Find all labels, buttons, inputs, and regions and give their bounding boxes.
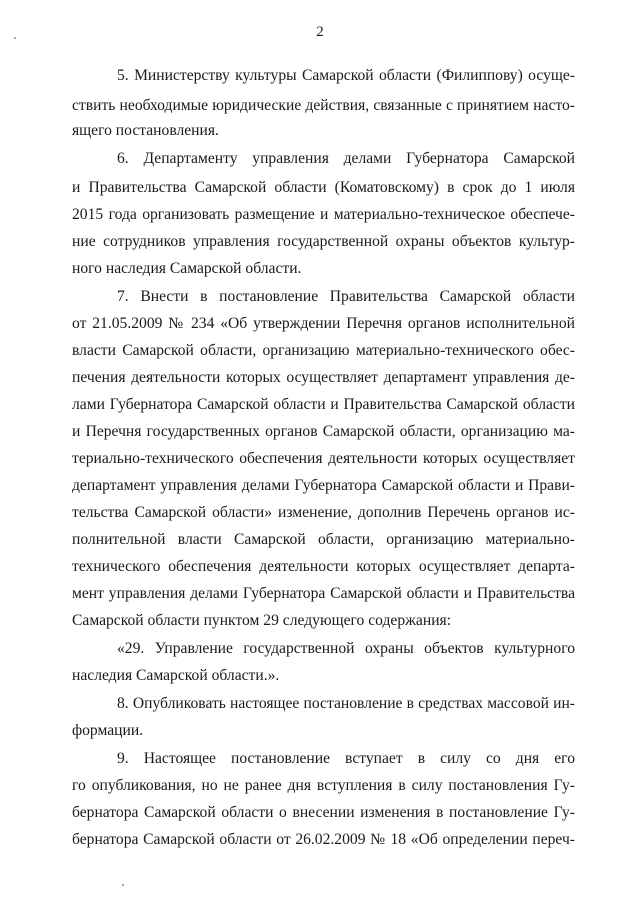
paragraph-7-line: департамент управления делами Губернатора Самарской области и Прави- — [72, 477, 575, 494]
paragraph-7-line: териально-технического обеспечения деятельности которых осуществляет — [72, 450, 575, 467]
paragraph-9-line: 9. Настоящее постановление вступает в силу со дня его — [117, 750, 575, 767]
quoted-item-29-line: наследия Самарской области.». — [72, 667, 280, 684]
paragraph-5-line: 5. Министерству культуры Самарской области (Филиппову) осуще- — [117, 67, 575, 84]
paragraph-9-line: бернатора Самарской области от 26.02.2009 № 18 «Об определении переч- — [72, 831, 575, 848]
paragraph-6-line: 2015 года организовать размещение и материально-техническое обеспече- — [72, 206, 575, 223]
paragraph-7-line: мент управления делами Губернатора Самарской области и Правительства — [72, 585, 575, 602]
paragraph-5-line: ствить необходимые юридические действия, связанные с принятием насто- — [72, 97, 575, 114]
paragraph-7-line: власти Самарской области, организацию материально-технического обес- — [72, 342, 575, 359]
scan-speck — [122, 884, 124, 886]
paragraph-6-line: ного наследия Самарской области. — [72, 260, 302, 277]
paragraph-7-line: 7. Внести в постановление Правительства Самарской области — [117, 288, 575, 305]
paragraph-6-line: и Правительства Самарской области (Коматовскому) в срок до 1 июля — [72, 179, 575, 196]
paragraph-8-line: формации. — [72, 722, 144, 739]
page-number: 2 — [316, 24, 324, 40]
paragraph-6-line: ние сотрудников управления государственной охраны объектов культур- — [72, 233, 575, 250]
paragraph-9-line: бернатора Самарской области о внесении изменения в постановление Гу- — [72, 804, 575, 821]
paragraph-7-line: технического обеспечения деятельности которых осуществляет департа- — [72, 558, 575, 575]
paragraph-5-line: ящего постановления. — [72, 122, 219, 139]
scan-speck — [14, 37, 16, 39]
quoted-item-29-line: «29. Управление государственной охраны объектов культурного — [117, 640, 575, 657]
paragraph-7-line: печения деятельности которых осуществляет департамент управления де- — [72, 369, 575, 386]
paragraph-9-line: го опубликования, но не ранее дня вступления в силу постановления Гу- — [72, 777, 575, 794]
paragraph-7-line: и Перечня государственных органов Самарской области, организацию ма- — [72, 423, 575, 440]
paragraph-6-line: 6. Департаменту управления делами Губернатора Самарской — [117, 150, 575, 167]
paragraph-7-line: полнительной власти Самарской области, организацию материально- — [72, 531, 575, 548]
paragraph-8-line: 8. Опубликовать настоящее постановление в средствах массовой ин- — [117, 695, 575, 712]
paragraph-7-line: от 21.05.2009 № 234 «Об утверждении Перечня органов исполнительной — [72, 315, 575, 332]
paragraph-7-line: тельства Самарской области» изменение, дополнив Перечень органов ис- — [72, 504, 575, 521]
paragraph-7-line: Самарской области пунктом 29 следующего содержания: — [72, 612, 452, 629]
paragraph-7-line: лами Губернатора Самарской области и Правительства Самарской области — [72, 396, 575, 413]
